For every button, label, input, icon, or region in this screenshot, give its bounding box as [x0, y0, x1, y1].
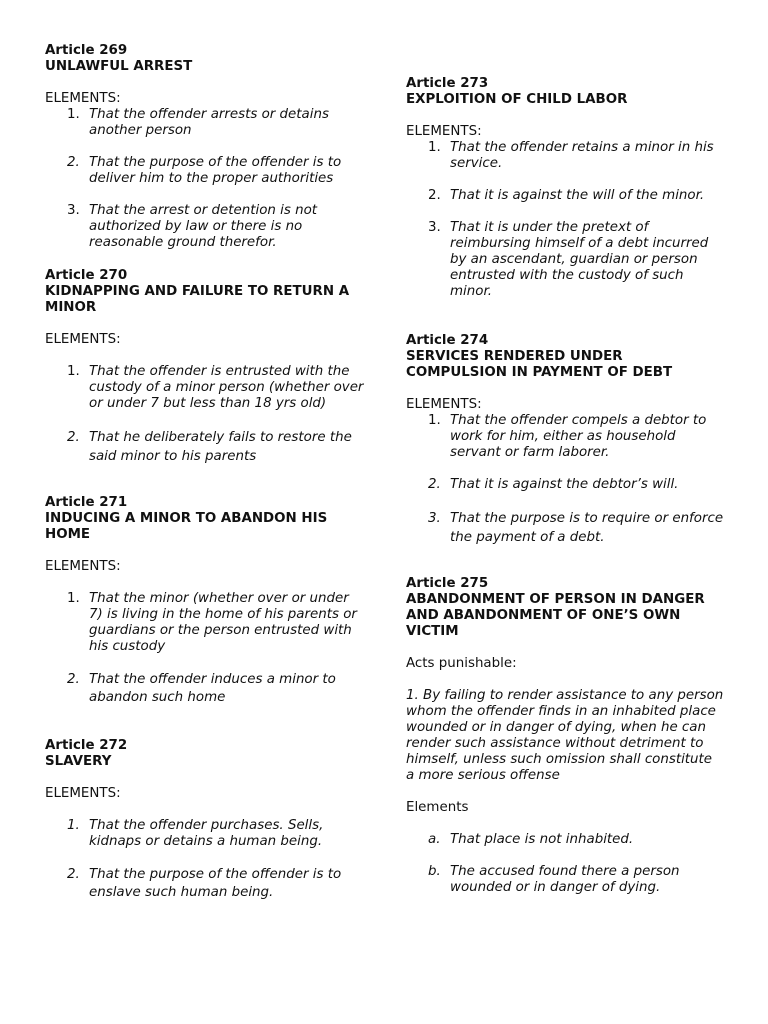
list-item: 2. That the purpose of the offender is to enslave such human being. — [67, 867, 342, 900]
list-item: 2. That it is against the debtor’s will. — [428, 477, 679, 492]
article-270 — [45, 268, 365, 466]
item-text: That the minor (whether over or under 7) is living in the home of his parents or guardians or the person entrusted with his custody — [89, 591, 357, 654]
item-text: That the purpose of the offender is to enslave such human being. — [89, 867, 342, 900]
elements-label: ELEMENTS: — [45, 559, 121, 574]
item-text: That it is against the will of the minor. — [450, 188, 705, 203]
item-text: That he deliberately fails to restore the said minor to his parents — [89, 430, 352, 464]
article-title: SLAVERY — [45, 754, 112, 769]
list-item: 2. That it is against the will of the minor. — [428, 188, 705, 203]
item-text: The accused found there a person wounded or in danger of dying. — [450, 864, 680, 895]
item-text: That the offender purchases. Sells, kidnaps or detains a human being. — [89, 818, 324, 849]
list-item: 1. That the minor (whether over or under 7) is living in the home of his parents or guardians or the person entrusted with his custody — [67, 591, 357, 654]
article-title: KIDNAPPING AND FAILURE TO RETURN A MINOR — [45, 284, 350, 315]
item-text: That place is not inhabited. — [450, 832, 634, 847]
article-272 — [45, 738, 365, 902]
elements-label: ELEMENTS: — [406, 124, 482, 139]
elements-list — [45, 364, 365, 466]
list-item: 2. That the purpose of the offender is to deliver him to the proper authorities — [67, 155, 342, 186]
article-number: Article 269 — [45, 43, 128, 58]
item-text: That the offender is entrusted with the custody of a minor person (whether over or under 7 but less than 18 yrs old) — [89, 364, 364, 411]
article-title: UNLAWFUL ARREST — [45, 59, 193, 74]
item-text: That the offender induces a minor to abandon such home — [89, 672, 336, 705]
article-number: Article 271 — [45, 495, 128, 510]
item-text: That the arrest or detention is not authorized by law or there is no reasonable ground therefor. — [89, 203, 318, 250]
article-number: Article 273 — [406, 76, 489, 91]
list-item: 3. That the purpose is to require or enforce the payment of a debt. — [428, 511, 724, 545]
elements-list — [45, 818, 365, 902]
article-273 — [406, 76, 726, 300]
list-item: 3. That the arrest or detention is not authorized by law or there is no reasonable ground therefor. — [67, 203, 318, 250]
list-item: 2. That the offender induces a minor to abandon such home — [67, 672, 336, 705]
elements-list — [406, 832, 726, 896]
item-text: That the purpose is to require or enforce the payment of a debt. — [450, 511, 724, 545]
article-274 — [406, 333, 726, 547]
article-number: Article 275 — [406, 576, 489, 591]
list-item: 1. That the offender purchases. Sells, kidnaps or detains a human being. — [67, 818, 324, 849]
elements-list — [45, 591, 365, 707]
elements-label: Elements — [406, 800, 469, 815]
list-item: 1. That the offender retains a minor in his service. — [428, 140, 714, 171]
article-271 — [45, 495, 365, 707]
item-text: That the offender arrests or detains another person — [89, 107, 329, 138]
elements-list — [406, 413, 726, 547]
article-title: SERVICES RENDERED UNDER COMPULSION IN PAYMENT OF DEBT — [406, 349, 673, 380]
item-text: That the offender compels a debtor to work for him, either as household servant or farm laborer. — [450, 413, 707, 460]
item-text: That it is against the debtor’s will. — [450, 477, 679, 492]
list-item: b. The accused found there a person wounded or in danger of dying. — [428, 864, 680, 895]
act-1-continuation: a more serious offense — [406, 768, 560, 783]
article-title: INDUCING A MINOR TO ABANDON HIS HOME — [45, 511, 328, 542]
article-title: EXPLOITION OF CHILD LABOR — [406, 92, 628, 107]
list-item: 3. That it is under the pretext of reimbursing himself of a debt incurred by an ascendant, guardian or person entrusted with the custody of such minor. — [428, 220, 709, 299]
list-item: 1. That the offender compels a debtor to work for him, either as household servant or farm laborer. — [428, 413, 707, 460]
article-275 — [406, 576, 726, 896]
article-number: Article 272 — [45, 738, 128, 753]
elements-list — [406, 140, 726, 300]
elements-label: ELEMENTS: — [45, 332, 121, 347]
article-number: Article 274 — [406, 333, 489, 348]
list-item: 1. That the offender is entrusted with the custody of a minor person (whether over or under 7 but less than 18 yrs old) — [67, 364, 364, 411]
elements-label: ELEMENTS: — [406, 397, 482, 412]
item-text: That the offender retains a minor in his service. — [450, 140, 714, 171]
list-item: 1. That the offender arrests or detains another person — [67, 107, 329, 138]
act-1-text: 1. By failing to render assistance to any person whom the offender finds in an inhabited place wounded or in danger of dying, when he can render such assistance without detriment to himself, unless such omission shall constitute — [406, 688, 724, 767]
list-item: a. That place is not inhabited. — [428, 832, 634, 847]
elements-list — [45, 107, 365, 251]
item-text: That it is under the pretext of reimbursing himself of a debt incurred by an ascendant, guardian or person entrusted with the custody of such minor. — [450, 220, 709, 299]
elements-label: ELEMENTS: — [45, 786, 121, 801]
item-text: That the purpose of the offender is to deliver him to the proper authorities — [89, 155, 342, 186]
article-number: Article 270 — [45, 268, 128, 283]
list-item: 2. That he deliberately fails to restore the said minor to his parents — [67, 430, 352, 464]
article-title: ABANDONMENT OF PERSON IN DANGER AND ABANDONMENT OF ONE’S OWN VICTIM — [406, 592, 705, 639]
elements-label: ELEMENTS: — [45, 91, 121, 106]
acts-punishable-label: Acts punishable: — [406, 656, 517, 671]
article-269 — [45, 43, 365, 251]
